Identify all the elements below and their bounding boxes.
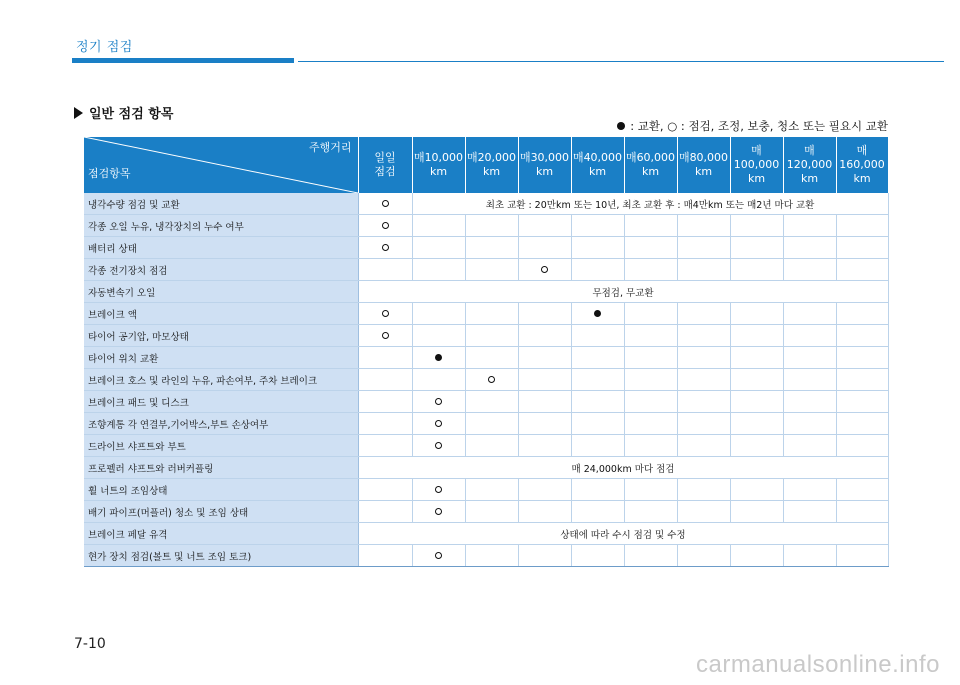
schedule-cell [465,325,518,347]
inspection-item: 배터리 상태 [84,237,358,259]
schedule-cell [412,413,465,435]
schedule-cell [465,501,518,523]
schedule-cell [783,325,836,347]
schedule-cell [465,237,518,259]
column-header-line1: 매30,000 [519,151,570,165]
section-title: 일반 점검 항목 [89,107,174,122]
column-header-line2: km [482,165,501,178]
schedule-cell [783,545,836,567]
schedule-cell [624,303,677,325]
schedule-cell [358,369,412,391]
inspection-item: 각종 오일 누유, 냉각장치의 누수 여부 [84,215,358,237]
inspect-mark-icon [382,200,389,207]
column-header-line1: 매100,000 [733,144,780,172]
schedule-cell [518,347,571,369]
schedule-cell [783,413,836,435]
schedule-cell [412,347,465,369]
schedule-note: 상태에 따라 수시 점검 및 수정 [358,523,888,545]
schedule-cell [465,215,518,237]
schedule-cell [730,347,783,369]
inspection-item-label: 점검항목 [88,167,131,181]
schedule-cell [465,347,518,369]
schedule-cell [783,259,836,281]
table-row [84,479,888,501]
schedule-cell [465,391,518,413]
schedule-cell [836,215,888,237]
schedule-cell [624,215,677,237]
column-header-line2: km [853,171,871,185]
schedule-cell [358,347,412,369]
table-row [84,259,888,281]
inspect-mark-icon [382,332,389,339]
schedule-cell [412,303,465,325]
table-row [84,237,888,259]
corner-header-cell [84,137,358,193]
schedule-cell [358,391,412,413]
schedule-cell [571,237,624,259]
column-header [518,137,571,193]
schedule-cell [730,545,783,567]
schedule-cell [571,303,624,325]
schedule-cell [783,347,836,369]
schedule-cell [571,215,624,237]
inspection-item: 냉각수량 점검 및 교환 [84,193,358,215]
schedule-cell [412,325,465,347]
inspection-item: 프로펠러 샤프트와 러버커플링 [84,457,358,479]
schedule-cell [677,259,730,281]
column-header [677,137,730,193]
inspection-item: 배기 파이프(머플러) 청소 및 조임 상태 [84,501,358,523]
schedule-cell [518,369,571,391]
schedule-cell [677,303,730,325]
schedule-cell [571,479,624,501]
inspection-item: 각종 전기장치 점검 [84,259,358,281]
column-header-line2: km [641,165,660,178]
schedule-cell [571,501,624,523]
column-header-line1: 매20,000 [466,151,517,165]
schedule-note: 무점검, 무교환 [358,281,888,303]
inspect-mark-icon [435,486,442,493]
schedule-cell [836,369,888,391]
schedule-cell [571,413,624,435]
inspect-mark-icon [435,442,442,449]
schedule-cell [624,347,677,369]
schedule-cell [836,237,888,259]
schedule-cell [358,237,412,259]
column-header [783,137,836,193]
schedule-cell [730,303,783,325]
schedule-cell [783,369,836,391]
schedule-cell [412,215,465,237]
column-header [465,137,518,193]
schedule-cell [836,501,888,523]
table-row [84,281,888,303]
schedule-cell [730,237,783,259]
schedule-cell [358,501,412,523]
schedule-cell [783,215,836,237]
schedule-cell [730,259,783,281]
table-row [84,457,888,479]
table-row [84,193,888,215]
schedule-cell [624,237,677,259]
mileage-label: 주행거리 [308,141,352,154]
table-row [84,391,888,413]
schedule-cell [783,303,836,325]
table-row [84,523,888,545]
replace-mark-icon [435,354,442,361]
schedule-cell [836,325,888,347]
schedule-cell [571,391,624,413]
schedule-cell [571,435,624,457]
schedule-cell [465,303,518,325]
table-row [84,347,888,369]
schedule-cell [730,369,783,391]
inspect-mark-icon [382,222,389,229]
schedule-cell [412,237,465,259]
schedule-cell [783,391,836,413]
schedule-cell [783,237,836,259]
inspection-item: 브레이크 액 [84,303,358,325]
schedule-cell [358,259,412,281]
schedule-cell [836,347,888,369]
schedule-cell [518,325,571,347]
schedule-cell [358,215,412,237]
schedule-cell [412,545,465,567]
column-header-line1: 매10,000 [413,151,464,165]
section-heading [74,103,173,122]
schedule-cell [571,545,624,567]
schedule-cell [677,501,730,523]
schedule-cell [465,413,518,435]
filled-circle-icon [617,122,625,130]
schedule-cell [518,259,571,281]
schedule-cell [358,435,412,457]
schedule-cell [624,391,677,413]
column-header [412,137,465,193]
schedule-cell [358,193,412,215]
schedule-cell [518,215,571,237]
column-header-line2: 점검 [374,165,396,178]
schedule-cell [783,501,836,523]
schedule-cell [730,435,783,457]
inspection-item: 자동변속기 오일 [84,281,358,303]
schedule-cell [730,413,783,435]
column-header [624,137,677,193]
schedule-cell [677,215,730,237]
schedule-cell [730,501,783,523]
triangle-bullet-icon [74,107,83,119]
schedule-cell [677,369,730,391]
column-header-line1: 매80,000 [678,151,729,165]
table-header-row [84,137,888,193]
column-header-line1: 매120,000 [786,144,833,172]
inspection-item: 브레이크 페달 유격 [84,523,358,545]
schedule-cell [624,369,677,391]
schedule-cell [465,259,518,281]
replace-mark-icon [594,310,601,317]
inspection-item: 브레이크 패드 및 디스크 [84,391,358,413]
inspect-mark-icon [435,552,442,559]
schedule-cell [677,325,730,347]
schedule-cell [571,259,624,281]
legend [617,118,888,134]
schedule-cell [571,325,624,347]
schedule-cell [358,325,412,347]
schedule-cell [836,545,888,567]
column-header-line2: km [588,165,607,178]
schedule-cell [412,501,465,523]
legend-text: : 교환, ○ : 점검, 조정, 보충, 청소 또는 필요시 교환 [630,119,888,133]
schedule-cell [571,347,624,369]
column-header [571,137,624,193]
column-header [836,137,888,193]
schedule-cell [518,545,571,567]
schedule-cell [624,479,677,501]
schedule-cell [730,215,783,237]
schedule-cell [836,479,888,501]
inspect-mark-icon [541,266,548,273]
column-header [358,137,412,193]
schedule-cell [624,435,677,457]
inspection-item: 휠 너트의 조임상태 [84,479,358,501]
inspect-mark-icon [435,420,442,427]
schedule-cell [624,501,677,523]
table-row [84,215,888,237]
schedule-cell [677,545,730,567]
inspect-mark-icon [488,376,495,383]
column-header-line1: 매160,000 [839,144,885,172]
schedule-cell [465,545,518,567]
inspection-item: 타이어 위치 교환 [84,347,358,369]
inspection-item: 타이어 공기압, 마모상태 [84,325,358,347]
schedule-cell [836,413,888,435]
inspect-mark-icon [382,310,389,317]
schedule-cell [730,391,783,413]
column-header-line2: km [429,165,448,178]
table-row [84,303,888,325]
maintenance-schedule-table [84,137,889,567]
inspect-mark-icon [435,398,442,405]
table-row [84,545,888,567]
inspect-mark-icon [435,508,442,515]
schedule-cell [624,259,677,281]
column-header [730,137,783,193]
schedule-cell [358,545,412,567]
schedule-cell [465,435,518,457]
schedule-note: 매 24,000km 마다 점검 [358,457,888,479]
schedule-cell [677,479,730,501]
schedule-cell [836,303,888,325]
inspection-item: 조향계통 각 연결부,기어박스,부트 손상여부 [84,413,358,435]
inspection-item: 브레이크 호스 및 라인의 누유, 파손여부, 주차 브레이크 [84,369,358,391]
header-rule [298,61,944,62]
schedule-cell [677,347,730,369]
column-header-line1: 매60,000 [625,151,676,165]
column-header-line2: km [694,165,713,178]
schedule-note: 최초 교환 : 20만km 또는 10년, 최초 교환 후 : 매4만km 또는 매2년 마다 교환 [412,193,888,215]
column-header-line1: 일일 [374,151,396,165]
column-header-line1: 매40,000 [572,151,623,165]
schedule-cell [783,479,836,501]
schedule-cell [358,479,412,501]
schedule-cell [412,435,465,457]
column-header-line2: km [747,171,766,185]
schedule-cell [783,435,836,457]
inspection-item: 드라이브 샤프트와 부트 [84,435,358,457]
schedule-cell [358,303,412,325]
schedule-cell [677,413,730,435]
watermark: carmanualsonline.info [696,651,940,678]
schedule-cell [730,325,783,347]
table-row [84,501,888,523]
table-row [84,435,888,457]
table-row [84,369,888,391]
schedule-cell [412,369,465,391]
schedule-cell [624,325,677,347]
schedule-cell [571,369,624,391]
schedule-cell [412,479,465,501]
page-number: 7-10 [74,636,106,652]
schedule-cell [465,369,518,391]
schedule-cell [730,479,783,501]
schedule-cell [518,391,571,413]
schedule-cell [412,391,465,413]
column-header-line2: km [800,171,819,185]
schedule-cell [518,479,571,501]
table-row [84,325,888,347]
schedule-cell [836,259,888,281]
schedule-cell [836,391,888,413]
inspect-mark-icon [382,244,389,251]
schedule-cell [518,501,571,523]
column-header-line2: km [535,165,554,178]
schedule-cell [412,259,465,281]
schedule-cell [624,545,677,567]
schedule-cell [465,479,518,501]
schedule-cell [518,413,571,435]
schedule-cell [624,413,677,435]
chapter-title: 정기 점검 [76,40,133,55]
schedule-cell [677,391,730,413]
table-row [84,413,888,435]
schedule-cell [518,303,571,325]
schedule-cell [518,435,571,457]
schedule-cell [677,237,730,259]
schedule-cell [836,435,888,457]
schedule-cell [518,237,571,259]
schedule-cell [677,435,730,457]
inspection-item: 현가 장치 점검(볼트 및 너트 조임 토크) [84,545,358,567]
header-accent-bar [72,58,294,63]
schedule-cell [358,413,412,435]
